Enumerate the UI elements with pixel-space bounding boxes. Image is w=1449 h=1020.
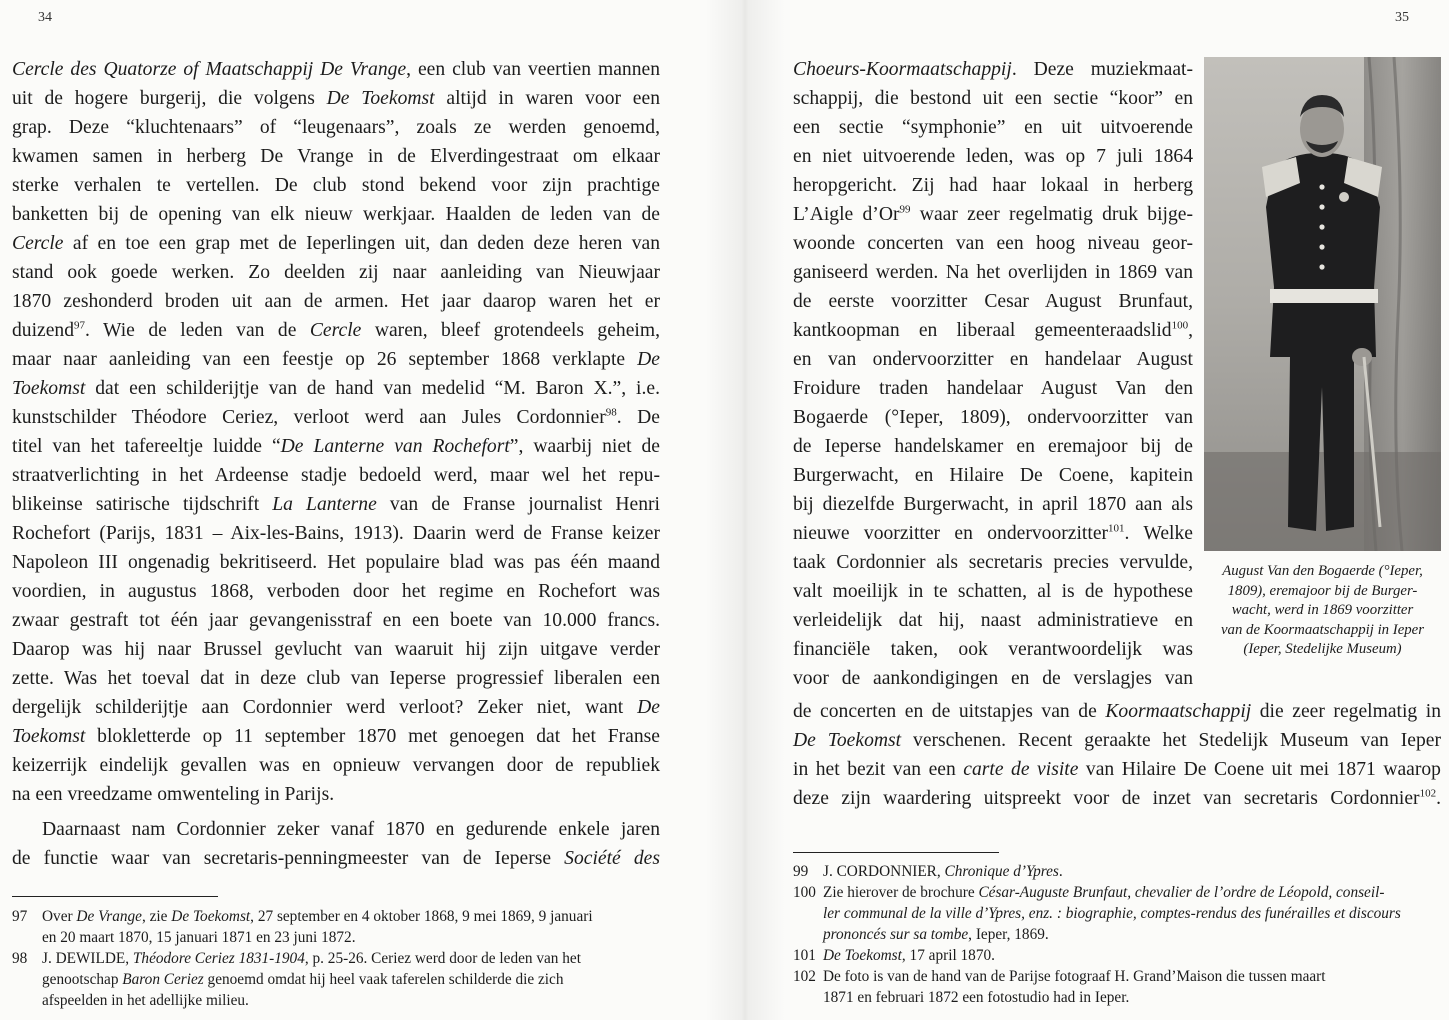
text-run: L’Aigle d’Or	[793, 204, 900, 225]
text-run: af en toe een grap met de Ieperlingen uit, dan deden deze heren van	[63, 233, 660, 254]
text-run: ,	[1188, 320, 1193, 341]
italic-text: César-Auguste Brunfaut, chevalier de l’ordre de Léopold, conseil-	[978, 884, 1385, 901]
italic-text: La Lanterne	[272, 494, 377, 515]
text-run: uit de hogere burgerij, die volgens	[12, 88, 327, 109]
text-line	[793, 287, 1193, 316]
footnote-number: 97	[12, 908, 28, 925]
text-line	[12, 171, 660, 200]
text-line	[793, 374, 1193, 403]
text-line	[12, 606, 660, 635]
footnote-reference: 97	[74, 319, 86, 332]
footnote-line	[42, 927, 662, 948]
photo-caption	[1200, 562, 1445, 660]
text-run: schappij, die bestond uit een sectie “koor” en	[793, 88, 1193, 109]
text-run: ganiseerd werden. Na het overlijden in 1869 van	[793, 262, 1193, 283]
text-run: keizerrijk eindelijk gevallen was en opnieuw vervangen door de republiek	[12, 755, 660, 776]
footnote	[12, 906, 662, 948]
text-line	[12, 519, 660, 548]
footnote	[793, 945, 1443, 966]
text-run: straatverlichting in het Ardeense stadje bedoeld werd, maar wel het repu-	[12, 465, 660, 486]
caption-line: (Ieper, Stedelijke Museum)	[1243, 641, 1402, 657]
italic-text: carte de visite	[963, 759, 1079, 780]
italic-text: Cercle	[309, 320, 362, 341]
text-run: de Ieperse handelskamer en eremajoor bij de	[793, 436, 1193, 457]
right-page-body-bottom	[793, 697, 1441, 813]
text-run: en van ondervoorzitter en handelaar August	[793, 349, 1193, 370]
italic-text: De Toekomst	[823, 947, 902, 964]
text-line	[793, 548, 1193, 577]
text-run: bij diezelfde Burgerwacht, in april 1870 aan als	[793, 494, 1193, 515]
footnote	[793, 861, 1443, 882]
text-run: De foto is van de hand van de Parijse fotograaf H. Grand’Maison die tussen maart	[823, 968, 1326, 985]
text-run: afspeelden in het adellijke milieu.	[42, 992, 249, 1009]
text-run: en 20 maart 1870, 15 januari 1871 en 23 juni 1872.	[42, 929, 356, 946]
text-line	[793, 403, 1193, 432]
text-line	[793, 84, 1193, 113]
text-run: sterke verhalen te vertellen. De club stond bekend voor zijn prachtige	[12, 175, 660, 196]
text-run: van de Franse journalist Henri	[376, 494, 661, 515]
text-run: altijd in waren voor een	[434, 88, 660, 109]
text-line	[12, 287, 660, 316]
footnote-line	[823, 882, 1443, 903]
footnote-reference: 102	[1419, 787, 1437, 800]
footnote-text	[823, 945, 1443, 966]
footnote-number: 102	[793, 968, 816, 985]
text-line	[12, 229, 660, 258]
footnote-line	[823, 987, 1443, 1008]
text-line	[793, 635, 1193, 664]
footnote-text	[42, 948, 662, 1011]
text-line	[793, 200, 1193, 229]
text-line	[793, 229, 1193, 258]
footnote-reference: 100	[1171, 319, 1189, 332]
footnote-line	[823, 945, 1443, 966]
text-run: deze zijn waardering uitspreekt voor de inzet van secretaris Cordonnier	[793, 788, 1420, 809]
caption-line: 1809), eremajoor bij de Burger-	[1227, 582, 1418, 599]
italic-text: Choeurs-Koormaatschappij	[793, 59, 1012, 80]
text-run: .	[1436, 788, 1441, 809]
text-line	[793, 316, 1193, 345]
text-run: woonde concerten van een hoog niveau geor-	[793, 233, 1193, 254]
italic-text: Société des	[564, 848, 660, 869]
text-line	[12, 113, 660, 142]
text-run: Napoleon III ongenadig bekritiseerd. Het populaire blad was pas één maand	[12, 552, 660, 573]
text-line	[793, 461, 1193, 490]
text-run: genootschap	[42, 971, 123, 988]
text-run: de eerste voorzitter Cesar August Brunfaut,	[793, 291, 1193, 312]
text-run: , een club van veertien mannen	[406, 59, 660, 80]
text-run: , 27 september en 4 oktober 1868, 9 mei 1869, 9 januari	[250, 908, 593, 925]
text-line	[12, 55, 660, 84]
text-line	[793, 726, 1441, 755]
footnote-text	[823, 882, 1443, 945]
footnote-line	[42, 948, 662, 969]
italic-text: De	[637, 697, 660, 718]
text-line	[12, 635, 660, 664]
italic-text: De Lanterne van Rochefort	[280, 436, 510, 457]
italic-text: prononcés sur sa tombe	[823, 926, 969, 943]
text-run: voor de aankondigingen en de verslagjes van	[793, 668, 1193, 689]
text-line	[793, 55, 1193, 84]
text-run: 1871 en februari 1872 een fotostudio had in Ieper.	[823, 989, 1130, 1006]
footnote-line	[42, 906, 662, 927]
text-run: zwaar gestraft tot één jaar gevangenisstraf en een boete van 10.000 francs.	[12, 610, 660, 631]
left-page-footnotes	[12, 906, 662, 1011]
text-line	[12, 432, 660, 461]
text-run: 1870 zeshonderd broden uit aan de armen. Het jaar daarop waren het er	[12, 291, 660, 312]
text-run: verschenen. Recent geraakte het Stedelijk Museum van Ieper	[901, 730, 1441, 751]
text-run: voordien, in augustus 1868, verboden door het regime en Rochefort was	[12, 581, 660, 602]
footnote-text	[42, 906, 662, 948]
text-line	[793, 664, 1193, 693]
text-run: de concerten en de uitstapjes van de	[793, 701, 1106, 722]
footnote-line	[823, 861, 1443, 882]
italic-text: Baron Ceriez	[122, 971, 204, 988]
text-run: , Ieper, 1869.	[968, 926, 1049, 943]
text-run: een sectie “symphonie” en uit uitvoerende	[793, 117, 1193, 138]
footnote-line	[42, 990, 662, 1011]
text-line	[793, 519, 1193, 548]
text-line	[12, 548, 660, 577]
text-run: ”, waarbij niet de	[509, 436, 660, 457]
footnote-text	[823, 861, 1443, 882]
italic-text: Théodore Ceriez 1831-1904	[132, 950, 305, 967]
text-run: kunstschilder Théodore Ceriez, verloot werd aan Jules Cordonnier	[12, 407, 606, 428]
text-run: Daarop was hij naar Brussel gevlucht van waaruit hij zijn uitgave verder	[12, 639, 660, 660]
text-run: dat een schilderijtje van de hand van medelid “M. Baron X.”, i.e.	[85, 378, 660, 399]
text-run: Rochefort (Parijs, 1831 – Aix-les-Bains, 1913). Daarin werd de Franse keizer	[12, 523, 660, 544]
portrait-photo	[1204, 57, 1441, 551]
footnote	[12, 948, 662, 1011]
text-line	[793, 345, 1193, 374]
text-line	[12, 142, 660, 171]
text-run: . Deze muziekmaat-	[1011, 59, 1193, 80]
text-run: . Wie de leden van de	[85, 320, 310, 341]
text-line	[12, 345, 660, 374]
right-page-body-top	[793, 55, 1193, 693]
text-line	[12, 316, 660, 345]
italic-text: ler communal de la ville d’Ypres, enz. : biographie, comptes-rendus des funérailles et discours	[823, 905, 1401, 922]
text-line	[12, 693, 660, 722]
text-run: waar zeer regelmatig druk bijge-	[910, 204, 1194, 225]
text-run: heropgericht. Zij had haar lokaal in herberg	[793, 175, 1193, 196]
text-line	[793, 171, 1193, 200]
text-run: in het bezit van een	[793, 759, 964, 780]
text-line	[793, 784, 1441, 813]
italic-text: De Toekomst	[326, 88, 435, 109]
italic-text: Toekomst	[12, 378, 86, 399]
text-line	[12, 722, 660, 751]
text-run: blokletterde op 11 september 1870 met genoegen dat het Franse	[85, 726, 660, 747]
text-run: waren, bleef grotendeels geheim,	[361, 320, 660, 341]
text-line	[12, 374, 660, 403]
text-run: .	[1058, 863, 1063, 880]
text-run: en niet uitvoerende leden, was op 7 juli 1864	[793, 146, 1193, 167]
text-run: Bogaerde (°Ieper, 1809), ondervoorzitter van	[793, 407, 1193, 428]
text-line	[12, 815, 660, 844]
text-run: duizend	[12, 320, 75, 341]
italic-text: Cercle des Quatorze of Maatschappij De Vrange	[12, 59, 407, 80]
italic-text: De	[637, 349, 660, 370]
text-line	[12, 403, 660, 432]
text-run: , 17 april 1870.	[901, 947, 995, 964]
text-line	[12, 751, 660, 780]
caption-line: wacht, werd in 1869 voorzitter	[1231, 602, 1414, 618]
text-run: na een vreedzame omwenteling in Parijs.	[12, 784, 335, 805]
text-run: banketten bij de opening van elk nieuw werkjaar. Haalden de leden van de	[12, 204, 660, 225]
text-line	[12, 664, 660, 693]
text-line	[793, 606, 1193, 635]
text-run: blikeinse satirische tijdschrift	[12, 494, 273, 515]
text-run: genoemd omdat hij heel vaak taferelen schilderde die zich	[203, 971, 564, 988]
text-line	[793, 697, 1441, 726]
left-page-body	[12, 55, 660, 873]
text-run: Over	[42, 908, 77, 925]
italic-text: Koormaatschappij	[1105, 701, 1252, 722]
footnote-line	[823, 924, 1443, 945]
italic-text: Chronique d’Ypres	[944, 863, 1059, 880]
text-run: maar naar aanleiding van een feestje op 26 september 1868 verklapte	[12, 349, 638, 370]
footnote-line	[823, 903, 1443, 924]
footnote-number: 99	[793, 863, 809, 880]
text-run: valt moeilijk in te schatten, al is de hypothese	[793, 581, 1193, 602]
text-line	[12, 577, 660, 606]
text-run: Daarnaast nam Cordonnier zeker vanaf 1870 en gedurende enkele jaren	[42, 819, 660, 840]
text-line	[12, 490, 660, 519]
portrait-photo-image	[1204, 57, 1441, 551]
footnote-text	[823, 966, 1443, 1008]
footnote-number: 100	[793, 884, 816, 901]
text-line	[793, 142, 1193, 171]
footnote-reference: 99	[899, 203, 911, 216]
text-line	[12, 461, 660, 490]
text-line	[12, 200, 660, 229]
footnote-reference: 98	[605, 406, 617, 419]
text-run: . Welke	[1124, 523, 1193, 544]
italic-text: Toekomst	[12, 726, 86, 747]
italic-text: Cercle	[12, 233, 64, 254]
text-run: Burgerwacht, en Hilaire De Coene, kapitein	[793, 465, 1193, 486]
page-number-left: 34	[38, 10, 52, 25]
caption-line: August Van den Bogaerde (°Ieper,	[1222, 563, 1423, 579]
italic-text: De Toekomst	[171, 908, 251, 925]
text-run: van Hilaire De Coene uit mei 1871 waarop	[1078, 759, 1441, 780]
page-number-right: 35	[1395, 10, 1409, 25]
text-run: verleidelijk dat hij, naast administratieve en	[793, 610, 1193, 631]
footnote	[793, 882, 1443, 945]
text-run: die zeer regelmatig in	[1251, 701, 1442, 722]
text-line	[12, 844, 660, 873]
text-run: , p. 25-26. Ceriez werd door de leden van het	[304, 950, 581, 967]
text-run: stand ook goede werken. Zo deelden zij naar aanleiding van Nieuwjaar	[12, 262, 660, 283]
footnote-number: 98	[12, 950, 28, 967]
text-run: nieuwe voorzitter en ondervoorzitter	[793, 523, 1109, 544]
text-line	[793, 755, 1441, 784]
caption-line: van de Koormaatschappij in Ieper	[1220, 621, 1425, 638]
text-line	[12, 258, 660, 287]
italic-text: De Toekomst	[793, 730, 902, 751]
text-line	[793, 577, 1193, 606]
footnote-rule-right	[793, 852, 999, 853]
page-gutter	[705, 0, 785, 1020]
right-page-footnotes	[793, 861, 1443, 1008]
text-run: , zie	[141, 908, 172, 925]
text-line	[793, 113, 1193, 142]
text-run: . De	[616, 407, 660, 428]
footnote	[793, 966, 1443, 1008]
footnote-number: 101	[793, 947, 816, 964]
text-run: kantkoopman en liberaal gemeenteraadslid	[793, 320, 1172, 341]
text-line	[793, 432, 1193, 461]
text-run: grap. Deze “kluchtenaars” of “leugenaars”, zoals ze werden genoemd,	[12, 117, 660, 138]
text-line	[12, 84, 660, 113]
text-run: dergelijk schilderijtje aan Cordonnier werd verloot? Zeker niet, want	[12, 697, 638, 718]
italic-text: De Vrange	[76, 908, 142, 925]
text-run: financiële taken, ook verantwoordelijk was	[793, 639, 1193, 660]
text-run: Zie hierover de brochure	[823, 884, 979, 901]
text-run: titel van het tafereeltje luidde “	[12, 436, 281, 457]
text-line	[12, 780, 660, 809]
text-run: kwamen samen in herberg De Vrange in de Elverdingestraat om elkaar	[12, 146, 660, 167]
text-run: J. DEWILDE,	[42, 950, 133, 967]
text-run: zette. Was het toeval dat in deze club van Ieperse progressief liberalen een	[12, 668, 660, 689]
text-line	[793, 490, 1193, 519]
footnote-rule-left	[12, 896, 218, 897]
text-line	[793, 258, 1193, 287]
text-run: J. CORDONNIER,	[823, 863, 945, 880]
footnote-reference: 101	[1108, 522, 1125, 535]
text-run: Froidure traden handelaar August Van den	[793, 378, 1193, 399]
text-run: de functie waar van secretaris-penningmeester van de Ieperse	[12, 848, 565, 869]
text-run: taak Cordonnier als secretaris precies vervulde,	[793, 552, 1193, 573]
footnote-line	[823, 966, 1443, 987]
footnote-line	[42, 969, 662, 990]
